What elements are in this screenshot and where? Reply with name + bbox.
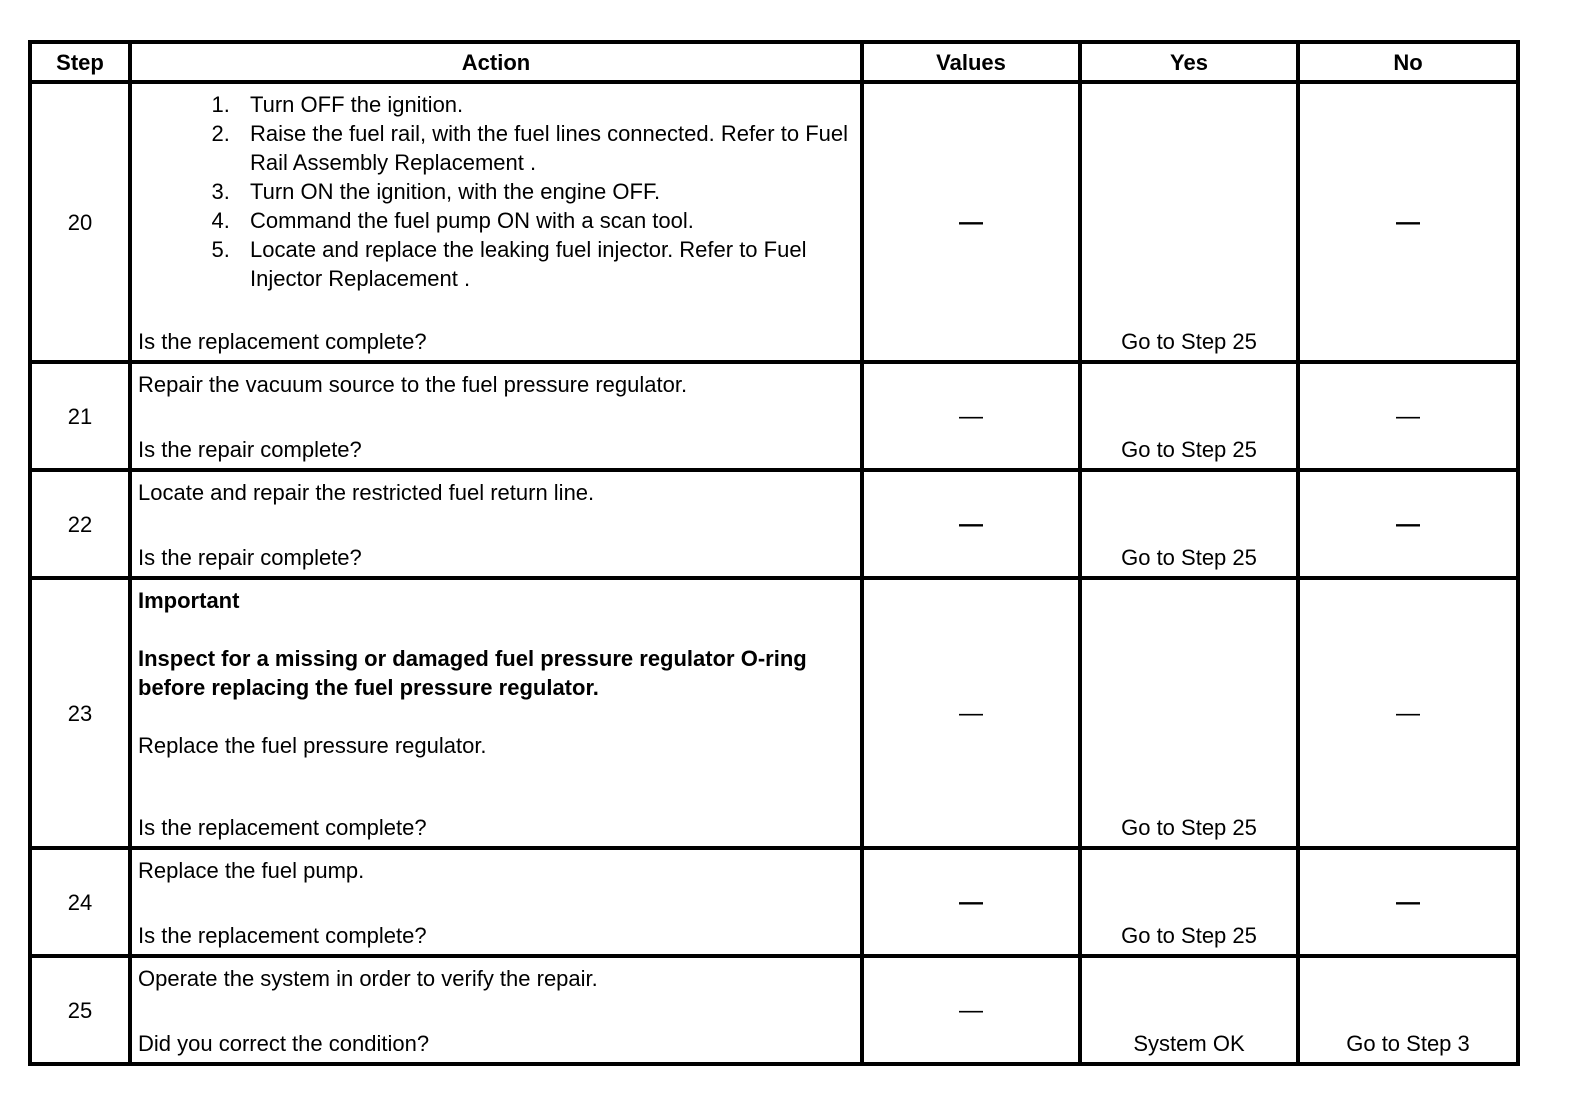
action-text: Replace the fuel pressure regulator. xyxy=(138,733,487,758)
step-number: 24 xyxy=(30,848,130,956)
list-item: 1. Turn OFF the ignition. xyxy=(236,90,854,119)
action-cell xyxy=(130,848,862,956)
action-cell xyxy=(130,956,862,1064)
action-cell xyxy=(130,362,862,470)
action-text: Operate the system in order to verify the repair. xyxy=(138,966,598,991)
list-item: 3. Turn ON the ignition, with the engine OFF. xyxy=(236,177,854,206)
table-header-row xyxy=(30,42,1518,82)
diagnostic-steps-table xyxy=(28,40,1520,1066)
table-row xyxy=(30,578,1518,848)
step-number: 20 xyxy=(30,82,130,362)
table-row xyxy=(30,956,1518,1064)
values-dash: — xyxy=(959,510,983,538)
action-cell xyxy=(130,470,862,578)
action-text: Replace the fuel pump. xyxy=(138,858,365,883)
header-action: Action xyxy=(130,42,862,82)
yes-result: Go to Step 25 xyxy=(1080,362,1298,470)
table-row xyxy=(30,82,1518,362)
table-row xyxy=(30,848,1518,956)
step-number: 22 xyxy=(30,470,130,578)
no-dash: — xyxy=(1396,699,1420,727)
action-cell xyxy=(130,578,862,848)
yes-result: Go to Step 25 xyxy=(1080,848,1298,956)
yes-result: Go to Step 25 xyxy=(1080,578,1298,848)
values-dash: — xyxy=(959,402,983,430)
header-no: No xyxy=(1298,42,1518,82)
header-yes: Yes xyxy=(1080,42,1298,82)
action-question: Is the repair complete? xyxy=(138,437,362,462)
list-item: 5. Locate and replace the leaking fuel injector. Refer to Fuel Injector Replacement . xyxy=(236,235,854,293)
no-dash: — xyxy=(1396,402,1420,430)
step-number: 23 xyxy=(30,578,130,848)
header-step: Step xyxy=(30,42,130,82)
list-item: 4. Command the fuel pump ON with a scan tool. xyxy=(236,206,854,235)
step-number: 25 xyxy=(30,956,130,1064)
important-note: Inspect for a missing or damaged fuel pressure regulator O-ring before replacing the fuel pressure regulator. xyxy=(138,646,807,700)
no-dash: — xyxy=(1396,888,1420,916)
list-item: 2. Raise the fuel rail, with the fuel lines connected. Refer to Fuel Rail Assembly Replacement . xyxy=(236,119,854,177)
action-cell xyxy=(130,82,862,362)
action-question: Is the replacement complete? xyxy=(138,923,427,948)
values-dash: — xyxy=(959,996,983,1024)
no-dash: — xyxy=(1396,510,1420,538)
action-question: Is the replacement complete? xyxy=(138,815,427,840)
values-dash: — xyxy=(959,208,983,236)
step-number: 21 xyxy=(30,362,130,470)
important-label: Important xyxy=(138,588,240,613)
action-text: Repair the vacuum source to the fuel pressure regulator. xyxy=(138,372,688,397)
action-text: Locate and repair the restricted fuel return line. xyxy=(138,480,595,505)
action-question: Did you correct the condition? xyxy=(138,1031,430,1056)
no-dash: — xyxy=(1396,208,1420,236)
action-question: Is the repair complete? xyxy=(138,545,362,570)
values-dash: — xyxy=(959,888,983,916)
values-dash: — xyxy=(959,699,983,727)
action-list xyxy=(138,90,854,293)
no-result: Go to Step 3 xyxy=(1298,956,1518,1064)
header-values: Values xyxy=(862,42,1080,82)
yes-result: System OK xyxy=(1080,956,1298,1064)
action-question: Is the replacement complete? xyxy=(138,329,427,354)
table-row xyxy=(30,362,1518,470)
table-row xyxy=(30,470,1518,578)
yes-result: Go to Step 25 xyxy=(1080,82,1298,362)
yes-result: Go to Step 25 xyxy=(1080,470,1298,578)
